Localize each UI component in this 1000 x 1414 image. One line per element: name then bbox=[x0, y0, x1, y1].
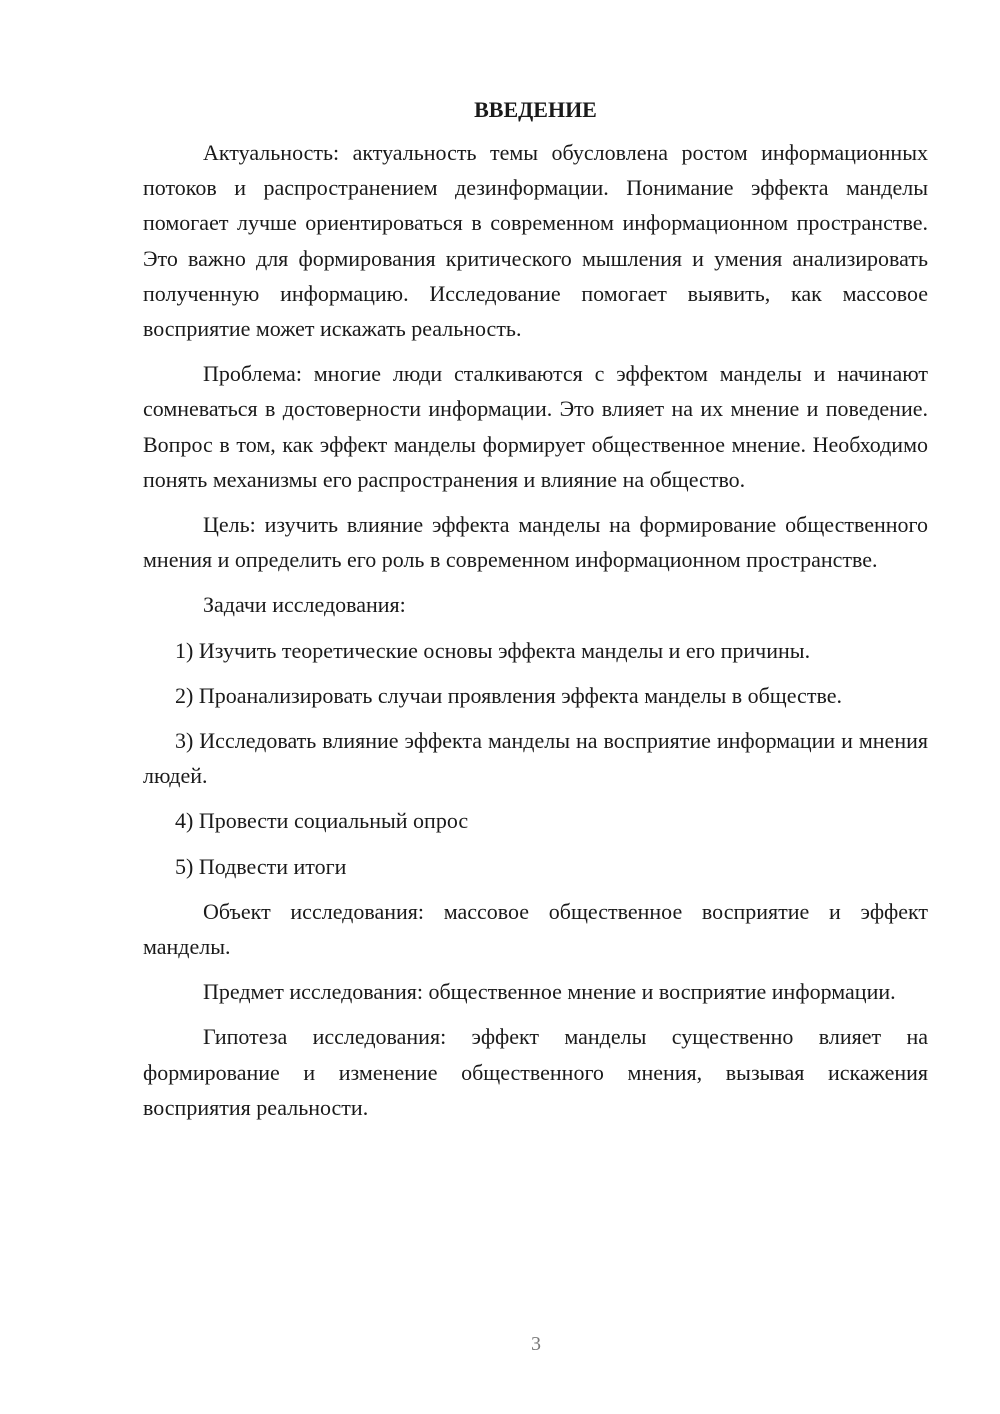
task-item: 2) Проанализировать случаи проявления эффекта манделы в обществе. bbox=[175, 682, 842, 708]
task-item: 4) Провести социальный опрос bbox=[175, 808, 469, 834]
section-title: ВВЕДЕНИЕ bbox=[474, 97, 597, 122]
document-page bbox=[143, 92, 928, 1135]
paragraph-relevance: Актуальность: актуальность темы обусловлена ростом информационных потоков и распространением дезинформации. Понимание эффекта манделы помогает лучше ориентироваться в современном информационном пространстве. Это важно для формирования критического мышления и умения анализировать полученную информацию. Исследование помогает выявить, как массовое восприятие может искажать реальность. bbox=[143, 140, 928, 342]
paragraph-problem: Проблема: многие люди сталкиваются с эффектом манделы и начинают сомневаться в достоверности информации. Это влияет на их мнение и поведение. Вопрос в том, как эффект манделы формирует общественное мнение. Необходимо понять механизмы его распространения и влияние на общество. bbox=[143, 361, 928, 492]
paragraph-object: Объект исследования: массовое общественное восприятие и эффект манделы. bbox=[143, 898, 928, 960]
paragraph-hypothesis: Гипотеза исследования: эффект манделы существенно влияет на формирование и изменение общественного мнения, вызывая искажения восприятия реальности. bbox=[143, 1024, 928, 1120]
paragraph-subject: Предмет исследования: общественное мнение и восприятие информации. bbox=[203, 979, 896, 1005]
page-number: 3 bbox=[531, 1333, 541, 1355]
task-item: 1) Изучить теоретические основы эффекта манделы и его причины. bbox=[175, 637, 811, 663]
paragraph-goal: Цель: изучить влияние эффекта манделы на формирование общественного мнения и определить его роль в современном информационном пространстве. bbox=[143, 512, 928, 573]
tasks-heading: Задачи исследования: bbox=[203, 592, 406, 618]
task-item: 3) Исследовать влияние эффекта манделы на восприятие информации и мнения людей. bbox=[143, 728, 928, 789]
task-item: 5) Подвести итоги bbox=[175, 853, 347, 879]
